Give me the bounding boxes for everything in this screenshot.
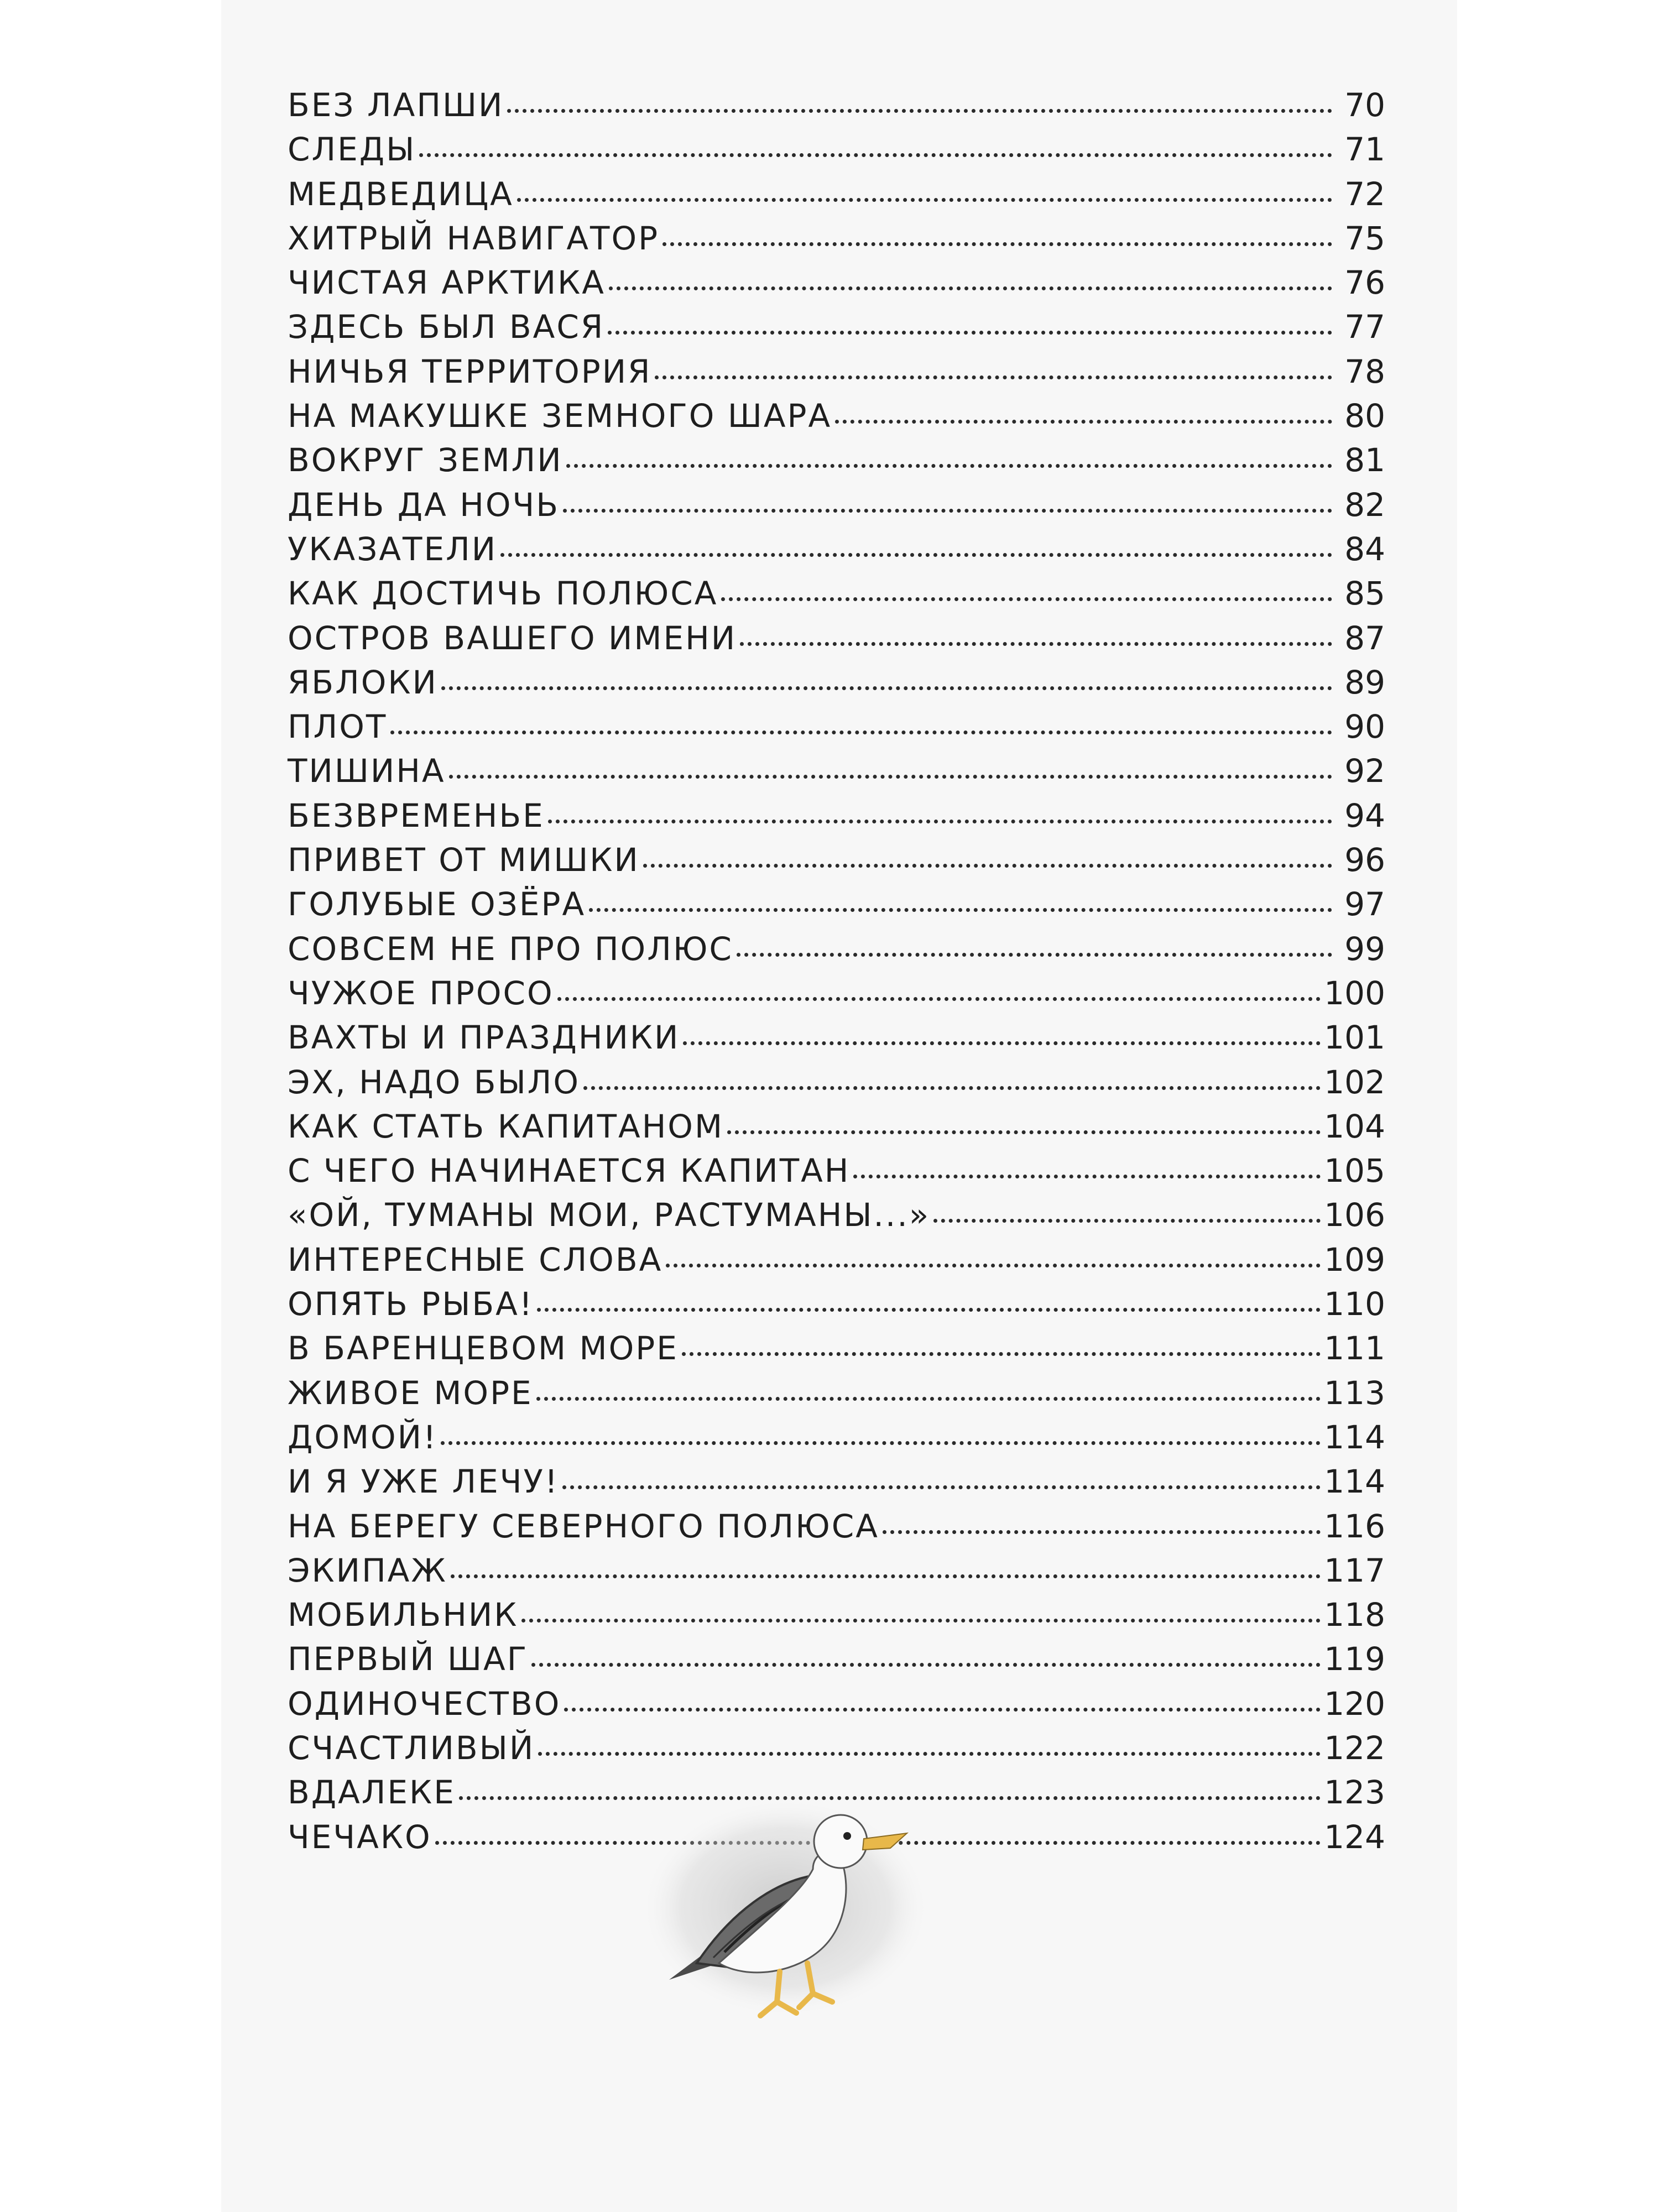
toc-entry — [288, 882, 1385, 926]
toc-dot-leader — [531, 1663, 1321, 1667]
toc-entry — [288, 927, 1385, 971]
toc-entry-page: 114 — [1324, 1463, 1385, 1501]
toc-entry-page: 72 — [1344, 175, 1385, 213]
toc-entry-page: 85 — [1344, 575, 1385, 613]
toc-entry-title: ВАХТЫ И ПРАЗДНИКИ — [288, 1019, 680, 1057]
toc-entry — [288, 1726, 1385, 1770]
toc-entry — [288, 1415, 1385, 1459]
toc-entry-title: ЧУЖОЕ ПРОСО — [288, 974, 554, 1012]
toc-dot-leader — [536, 1397, 1321, 1401]
toc-entry-title: ПЕРВЫЙ ШАГ — [288, 1640, 529, 1678]
toc-entry — [288, 1326, 1385, 1370]
toc-entry — [288, 1593, 1385, 1637]
toc-entry-page: 77 — [1344, 308, 1385, 346]
toc-dot-leader — [441, 1441, 1321, 1445]
seagull-head — [814, 1815, 867, 1868]
toc-entry-page: 117 — [1324, 1551, 1385, 1589]
toc-entry-page: 110 — [1324, 1285, 1385, 1323]
toc-entry-title: КАК ДОСТИЧЬ ПОЛЮСА — [288, 575, 718, 613]
toc-entry-title: ОСТРОВ ВАШЕГО ИМЕНИ — [288, 619, 737, 657]
toc-entry-page: 111 — [1324, 1329, 1385, 1368]
toc-entry-title: ЗДЕСЬ БЫЛ ВАСЯ — [288, 308, 605, 346]
toc-entry — [288, 527, 1385, 571]
toc-entry — [288, 1371, 1385, 1415]
toc-entry-title: ЯБЛОКИ — [288, 663, 438, 701]
toc-entry-title: ГОЛУБЫЕ ОЗЁРА — [288, 885, 586, 924]
toc-entry — [288, 705, 1385, 749]
toc-dot-leader — [451, 1574, 1321, 1578]
seagull-eye — [843, 1832, 851, 1840]
toc-dot-leader — [521, 1619, 1321, 1623]
toc-dot-leader — [683, 1041, 1321, 1045]
toc-entry-title: ВДАЛЕКЕ — [288, 1773, 456, 1812]
toc-dot-leader — [662, 242, 1332, 246]
toc-entry-title: МЕДВЕДИЦА — [288, 175, 514, 213]
toc-entry-title: СОВСЕМ НЕ ПРО ПОЛЮС — [288, 930, 733, 968]
toc-entry — [288, 394, 1385, 438]
toc-entry-title: СЛЕДЫ — [288, 131, 416, 169]
toc-dot-leader — [655, 375, 1332, 379]
toc-dot-leader — [666, 1264, 1321, 1267]
toc-dot-leader — [566, 464, 1332, 468]
toc-dot-leader — [562, 1485, 1321, 1489]
toc-entry — [288, 660, 1385, 705]
toc-entry-page: 102 — [1324, 1063, 1385, 1101]
toc-entry — [288, 1104, 1385, 1149]
toc-entry-title: ЧЕЧАКО — [288, 1818, 432, 1856]
toc-entry — [288, 1238, 1385, 1282]
toc-entry-title: ИНТЕРЕСНЫЕ СЛОВА — [288, 1240, 663, 1279]
toc-entry-page: 124 — [1324, 1818, 1385, 1856]
toc-entry-page: 94 — [1344, 796, 1385, 834]
toc-dot-leader — [933, 1219, 1321, 1223]
toc-entry-title: ХИТРЫЙ НАВИГАТОР — [288, 219, 660, 257]
toc-entry-page: 114 — [1324, 1418, 1385, 1456]
toc-entry-title: НА МАКУШКЕ ЗЕМНОГО ШАРА — [288, 397, 832, 435]
toc-entry-title: ЧИСТАЯ АРКТИКА — [288, 264, 606, 302]
toc-entry — [288, 305, 1385, 349]
toc-entry-page: 90 — [1344, 708, 1385, 746]
toc-dot-leader — [835, 420, 1332, 424]
toc-entry — [288, 1060, 1385, 1104]
toc-entry-page: 118 — [1324, 1596, 1385, 1634]
toc-dot-leader — [507, 109, 1332, 113]
toc-entry-page: 119 — [1324, 1640, 1385, 1678]
toc-dot-leader — [563, 509, 1332, 513]
seagull-icon — [630, 1781, 940, 2030]
toc-entry-page: 89 — [1344, 663, 1385, 701]
toc-dot-leader — [609, 286, 1332, 290]
toc-entry-title: И Я УЖЕ ЛЕЧУ! — [288, 1463, 560, 1501]
toc-entry-title: ТИШИНА — [288, 752, 446, 790]
toc-entry-page: 76 — [1344, 264, 1385, 302]
toc-entry — [288, 127, 1385, 171]
toc-entry-title: ОПЯТЬ РЫБА! — [288, 1285, 534, 1323]
toc-dot-leader — [419, 153, 1332, 157]
toc-entry-page: 104 — [1324, 1107, 1385, 1145]
toc-entry — [288, 1149, 1385, 1193]
toc-entry-page: 75 — [1344, 219, 1385, 257]
toc-dot-leader — [721, 597, 1332, 601]
toc-dot-leader — [449, 775, 1332, 779]
toc-entry-page: 116 — [1324, 1507, 1385, 1545]
toc-entry-title: С ЧЕГО НАЧИНАЕТСЯ КАПИТАН — [288, 1152, 851, 1190]
toc-entry — [288, 1637, 1385, 1681]
toc-entry-title: ЭХ, НАДО БЫЛО — [288, 1063, 581, 1101]
toc-dot-leader — [608, 331, 1332, 335]
toc-entry-title: ПЛОТ — [288, 708, 388, 746]
toc-dot-leader — [557, 997, 1321, 1001]
table-of-contents — [288, 83, 1385, 1859]
toc-entry — [288, 1504, 1385, 1548]
toc-dot-leader — [853, 1175, 1321, 1178]
toc-entry-title: ОДИНОЧЕСТВО — [288, 1684, 561, 1723]
toc-entry-page: 81 — [1344, 441, 1385, 479]
toc-entry-page: 106 — [1324, 1196, 1385, 1234]
toc-entry-page: 87 — [1344, 619, 1385, 657]
toc-entry — [288, 1682, 1385, 1726]
toc-dot-leader — [589, 908, 1332, 912]
toc-entry — [288, 172, 1385, 216]
toc-entry-title: СЧАСТЛИВЫЙ — [288, 1729, 535, 1767]
toc-entry-title: УКАЗАТЕЛИ — [288, 530, 498, 568]
toc-entry-page: 82 — [1344, 486, 1385, 524]
toc-entry — [288, 438, 1385, 482]
toc-entry-page: 97 — [1344, 885, 1385, 924]
toc-entry-page: 99 — [1344, 930, 1385, 968]
toc-entry-page: 96 — [1344, 841, 1385, 879]
toc-dot-leader — [441, 686, 1332, 690]
toc-entry-page: 92 — [1344, 752, 1385, 790]
toc-entry-title: «ОЙ, ТУМАНЫ МОИ, РАСТУМАНЫ...» — [288, 1196, 931, 1234]
toc-entry-page: 105 — [1324, 1152, 1385, 1190]
toc-dot-leader — [727, 1130, 1321, 1134]
toc-entry-page: 80 — [1344, 397, 1385, 435]
toc-dot-leader — [740, 642, 1332, 646]
toc-entry — [288, 1282, 1385, 1326]
toc-entry-title: ЖИВОЕ МОРЕ — [288, 1374, 533, 1412]
toc-entry-title: ПРИВЕТ ОТ МИШКИ — [288, 841, 640, 879]
toc-entry-title: В БАРЕНЦЕВОМ МОРЕ — [288, 1329, 679, 1368]
toc-entry-page: 120 — [1324, 1684, 1385, 1723]
toc-dot-leader — [500, 553, 1332, 557]
toc-entry — [288, 749, 1385, 793]
toc-entry-page: 101 — [1324, 1019, 1385, 1057]
toc-entry — [288, 349, 1385, 394]
toc-entry-page: 84 — [1344, 530, 1385, 568]
toc-entry-title: ДЕНЬ ДА НОЧЬ — [288, 486, 560, 524]
toc-dot-leader — [583, 1086, 1321, 1090]
toc-entry-page: 78 — [1344, 352, 1385, 390]
toc-entry-page: 100 — [1324, 974, 1385, 1012]
toc-entry-page: 70 — [1344, 86, 1385, 124]
toc-entry — [288, 483, 1385, 527]
toc-dot-leader — [538, 1752, 1321, 1756]
toc-entry-title: БЕЗВРЕМЕНЬЕ — [288, 796, 545, 834]
toc-dot-leader — [390, 731, 1332, 734]
toc-entry-page: 113 — [1324, 1374, 1385, 1412]
toc-entry — [288, 616, 1385, 660]
toc-dot-leader — [517, 198, 1332, 202]
toc-dot-leader — [548, 820, 1332, 823]
toc-entry-title: БЕЗ ЛАПШИ — [288, 86, 504, 124]
toc-entry-page: 71 — [1344, 131, 1385, 169]
toc-dot-leader — [682, 1352, 1321, 1356]
toc-entry-title: НА БЕРЕГУ СЕВЕРНОГО ПОЛЮСА — [288, 1507, 879, 1545]
toc-entry — [288, 794, 1385, 838]
toc-entry-title: НИЧЬЯ ТЕРРИТОРИЯ — [288, 352, 652, 390]
toc-entry-title: КАК СТАТЬ КАПИТАНОМ — [288, 1107, 724, 1145]
toc-dot-leader — [883, 1530, 1321, 1534]
toc-entry-title: ЭКИПАЖ — [288, 1551, 447, 1589]
toc-entry-title: МОБИЛЬНИК — [288, 1596, 519, 1634]
toc-entry — [288, 1548, 1385, 1593]
toc-entry-title: ДОМОЙ! — [288, 1418, 438, 1456]
toc-dot-leader — [737, 953, 1332, 957]
toc-entry — [288, 260, 1385, 305]
toc-entry — [288, 571, 1385, 615]
toc-entry — [288, 971, 1385, 1015]
toc-entry-page: 122 — [1324, 1729, 1385, 1767]
toc-entry-page: 123 — [1324, 1773, 1385, 1812]
toc-dot-leader — [537, 1308, 1321, 1312]
toc-entry — [288, 838, 1385, 882]
toc-dot-leader — [643, 864, 1332, 868]
toc-entry — [288, 83, 1385, 127]
toc-entry-page: 109 — [1324, 1240, 1385, 1279]
toc-entry — [288, 1015, 1385, 1060]
toc-dot-leader — [564, 1708, 1321, 1712]
toc-entry — [288, 1459, 1385, 1504]
toc-entry-title: ВОКРУГ ЗЕМЛИ — [288, 441, 563, 479]
toc-entry — [288, 1193, 1385, 1237]
toc-entry — [288, 216, 1385, 260]
